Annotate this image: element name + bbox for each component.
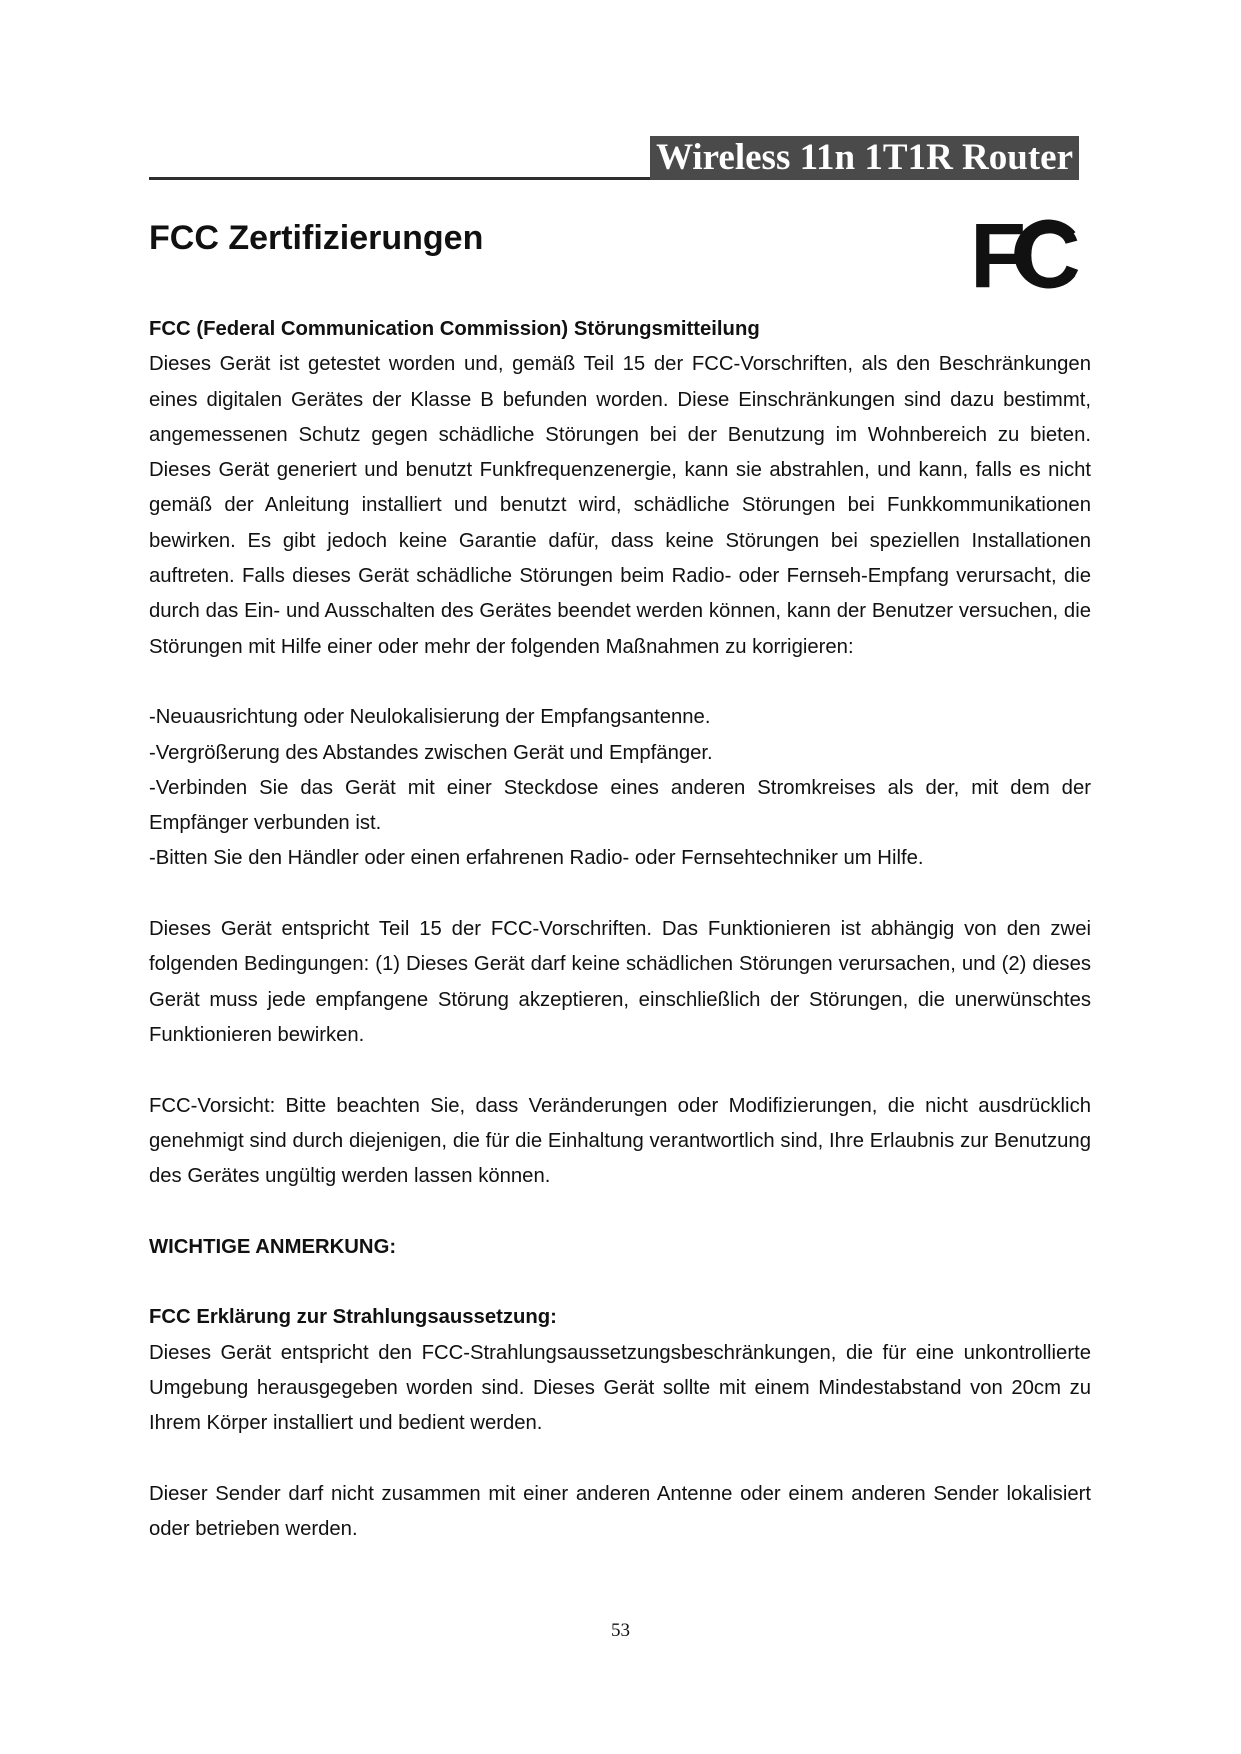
fcc-logo-letters: FC	[970, 213, 1069, 295]
measures-list	[149, 700, 1091, 876]
important-heading: WICHTIGE ANMERKUNG:	[149, 1235, 397, 1258]
interference-paragraph: Dieses Gerät ist getestet worden und, gemäß Teil 15 der FCC-Vorschriften, als den Beschränkungen eines digitalen Gerätes der Klasse B befunden worden. Diese Einschränkungen sind dazu bestimmt, angemessenen Schutz gegen schädliche Störungen bei der Benutzung im Wohnbereich zu bieten. Dieses Gerät generiert und benutzt Funkfrequenzenergie, kann sie abstrahlen, und kann, falls es nicht gemäß der Anleitung installiert und benutzt wird, schädliche Störungen bei Funkkommunikationen bewirken. Es gibt jedoch keine Garantie dafür, dass keine Störungen bei speziellen Installationen auftreten. Falls dieses Gerät schädliche Störungen beim Radio- oder Fernseh-Empfang verursacht, die durch das Ein- und Ausschalten des Gerätes beendet werden können, kann der Benutzer versuchen, die Störungen mit Hilfe einer oder mehr der folgenden Maßnahmen zu korrigieren:	[149, 353, 1091, 658]
caution-paragraph: FCC-Vorsicht: Bitte beachten Sie, dass Veränderungen oder Modifizierungen, die nicht ausdrücklich genehmigt sind durch diejenigen, die für die Einhaltung verantwortlich sind, Ihre Erlaubnis zur Benutzung des Gerätes ungültig werden lassen können.	[149, 1094, 1091, 1188]
compliance-paragraph: Dieses Gerät entspricht Teil 15 der FCC-Vorschriften. Das Funktionieren ist abhängig von den zwei folgenden Bedingungen: (1) Dieses Gerät darf keine schädlichen Störungen verursachen, und (2) dieses Gerät muss jede empfangene Störung akzeptieren, einschließlich der Störungen, die unerwünschtes Funktionieren bewirken.	[149, 918, 1091, 1046]
spacer	[149, 1265, 1091, 1300]
spacer	[149, 1194, 1091, 1229]
transmitter-paragraph: Dieser Sender darf nicht zusammen mit einer anderen Antenne oder einem anderen Sender lokalisiert oder betrieben werden.	[149, 1482, 1091, 1541]
spacer	[149, 1053, 1091, 1088]
spacer	[149, 1442, 1091, 1477]
fcc-logo-icon	[970, 213, 1080, 295]
list-item: -Neuausrichtung oder Neulokalisierung der Empfangsantenne.	[149, 706, 711, 729]
page-number: 53	[611, 1620, 630, 1641]
page-header	[149, 136, 1079, 180]
list-item: -Verbinden Sie das Gerät mit einer Steckdose eines anderen Stromkreises als der, mit dem der Empfänger verbunden ist.	[149, 776, 1091, 835]
page-title: FCC Zertifizierungen	[149, 219, 484, 257]
spacer	[149, 665, 1091, 700]
header-title: Wireless 11n 1T1R Router	[650, 136, 1079, 180]
radiation-heading: FCC Erklärung zur Strahlungsaussetzung:	[149, 1306, 557, 1329]
interference-heading: FCC (Federal Communication Commission) Störungsmitteilung	[149, 318, 760, 340]
list-item: -Bitten Sie den Händler oder einen erfahrenen Radio- oder Fernsehtechniker um Hilfe.	[149, 847, 924, 870]
spacer	[149, 877, 1091, 912]
radiation-paragraph: Dieses Gerät entspricht den FCC-Strahlungsaussetzungsbeschränkungen, die für eine unkontrollierte Umgebung herausgegeben worden sind. Dieses Gerät sollte mit einem Mindestabstand von 20cm zu Ihrem Körper installiert und bedient werden.	[149, 1341, 1091, 1435]
list-item: -Vergrößerung des Abstandes zwischen Gerät und Empfänger.	[149, 741, 713, 764]
document-body	[149, 312, 1091, 1547]
